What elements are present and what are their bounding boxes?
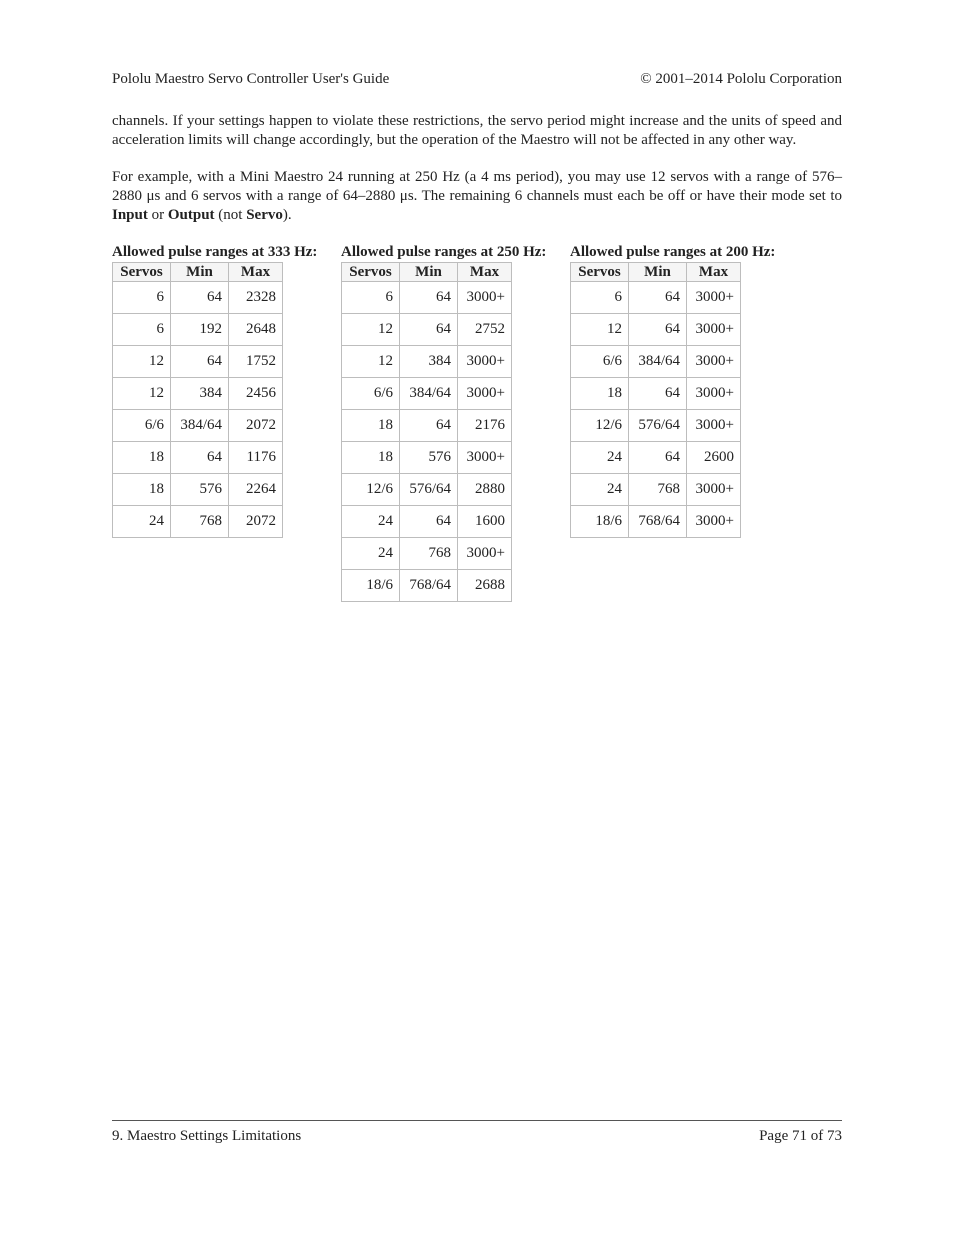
servos-cell: 12/6 [571, 410, 629, 442]
table-row [342, 346, 512, 378]
max-cell: 3000+ [687, 506, 741, 538]
table-row [571, 442, 741, 474]
min-cell: 576 [400, 442, 458, 474]
max-header: Max [687, 263, 741, 282]
table-row [113, 506, 283, 538]
servos-cell: 24 [342, 538, 400, 570]
max-cell: 1600 [458, 506, 512, 538]
min-cell: 384/64 [629, 346, 687, 378]
servos-cell: 6/6 [113, 410, 171, 442]
max-cell: 2648 [229, 314, 283, 346]
output-mode-term: Output [167, 207, 215, 223]
max-cell: 2688 [458, 570, 512, 602]
table-row [571, 378, 741, 410]
min-cell: 64 [629, 442, 687, 474]
table-caption: Allowed pulse ranges at 200 Hz: [570, 244, 776, 260]
max-cell: 3000+ [687, 346, 741, 378]
servos-header: Servos [571, 263, 629, 282]
paragraph-example [112, 168, 842, 225]
min-cell: 64 [400, 282, 458, 314]
max-cell: 2456 [229, 378, 283, 410]
servos-cell: 18 [342, 410, 400, 442]
min-cell: 384/64 [171, 410, 229, 442]
page-number: Page 71 of 73 [759, 1128, 842, 1144]
min-cell: 64 [629, 282, 687, 314]
input-mode-term: Input [112, 207, 148, 223]
max-cell: 3000+ [687, 282, 741, 314]
min-cell: 64 [629, 314, 687, 346]
connector-not: (not [214, 207, 247, 223]
min-cell: 384 [171, 378, 229, 410]
max-header: Max [458, 263, 512, 282]
max-cell: 2600 [687, 442, 741, 474]
servos-cell: 6 [113, 282, 171, 314]
document-title: Pololu Maestro Servo Controller User's Guide [112, 71, 390, 87]
table-row [342, 378, 512, 410]
max-cell: 3000+ [687, 474, 741, 506]
footer-divider [112, 1120, 842, 1121]
table-row [571, 506, 741, 538]
min-cell: 768 [400, 538, 458, 570]
table-header-row [342, 263, 512, 282]
max-cell: 2880 [458, 474, 512, 506]
pulse-range-table [112, 262, 283, 538]
connector-or: or [147, 207, 168, 223]
servos-cell: 12/6 [342, 474, 400, 506]
section-name: 9. Maestro Settings Limitations [112, 1128, 302, 1144]
servos-cell: 18 [113, 474, 171, 506]
servos-cell: 24 [113, 506, 171, 538]
pulse-range-table-block [112, 243, 341, 602]
servos-cell: 6/6 [571, 346, 629, 378]
max-cell: 3000+ [458, 346, 512, 378]
servos-header: Servos [113, 263, 171, 282]
max-cell: 1752 [229, 346, 283, 378]
max-cell: 3000+ [458, 282, 512, 314]
servos-cell: 6 [571, 282, 629, 314]
example-text: For example, with a Mini Maestro 24 running at 250 Hz (a 4 ms period), you may use 12 servos with a range of 576–2880 μs and 6 servos with a range of 64–2880 μs. The remaining 6 channels must each be off or have their mode set to [112, 169, 842, 204]
servos-cell: 24 [571, 442, 629, 474]
min-cell: 576 [171, 474, 229, 506]
table-header-row [571, 263, 741, 282]
max-cell: 2072 [229, 410, 283, 442]
servos-cell: 18 [571, 378, 629, 410]
page-header [112, 70, 842, 88]
pulse-range-table [570, 262, 741, 538]
max-cell: 2176 [458, 410, 512, 442]
table-row [571, 410, 741, 442]
table-row [113, 314, 283, 346]
min-cell: 64 [171, 442, 229, 474]
min-cell: 64 [171, 346, 229, 378]
paragraph-restrictions: channels. If your settings happen to violate these restrictions, the servo period might increase and the units of speed and acceleration limits will change accordingly, but the operation of the Maestro will not be affected in any other way. [112, 113, 842, 148]
table-row [113, 410, 283, 442]
closing-paren: ). [282, 207, 292, 223]
servos-cell: 18 [342, 442, 400, 474]
servos-cell: 6/6 [342, 378, 400, 410]
table-row [571, 346, 741, 378]
min-cell: 768 [629, 474, 687, 506]
min-cell: 768/64 [400, 570, 458, 602]
table-row [342, 570, 512, 602]
min-cell: 192 [171, 314, 229, 346]
max-cell: 2264 [229, 474, 283, 506]
servos-cell: 12 [113, 378, 171, 410]
table-row [342, 314, 512, 346]
table-row [342, 410, 512, 442]
pulse-range-table-block [570, 243, 799, 602]
table-row [342, 506, 512, 538]
min-cell: 64 [629, 378, 687, 410]
servos-cell: 18/6 [571, 506, 629, 538]
servos-cell: 18 [113, 442, 171, 474]
min-cell: 576/64 [400, 474, 458, 506]
servos-cell: 18/6 [342, 570, 400, 602]
table-row [342, 442, 512, 474]
min-cell: 64 [171, 282, 229, 314]
table-row [571, 314, 741, 346]
min-cell: 384 [400, 346, 458, 378]
pulse-range-tables [112, 243, 842, 602]
servos-cell: 6 [113, 314, 171, 346]
min-header: Min [400, 263, 458, 282]
servos-cell: 24 [342, 506, 400, 538]
max-cell: 2328 [229, 282, 283, 314]
min-cell: 64 [400, 410, 458, 442]
table-row [571, 474, 741, 506]
max-cell: 3000+ [458, 442, 512, 474]
page-footer [112, 1127, 842, 1145]
table-caption: Allowed pulse ranges at 250 Hz: [341, 244, 547, 260]
servos-cell: 12 [342, 314, 400, 346]
max-cell: 2752 [458, 314, 512, 346]
servos-cell: 24 [571, 474, 629, 506]
copyright-notice: © 2001–2014 Pololu Corporation [640, 71, 842, 87]
max-cell: 3000+ [687, 314, 741, 346]
table-row [342, 538, 512, 570]
max-cell: 1176 [229, 442, 283, 474]
max-cell: 3000+ [458, 538, 512, 570]
min-cell: 768/64 [629, 506, 687, 538]
max-header: Max [229, 263, 283, 282]
table-row [113, 346, 283, 378]
min-header: Min [171, 263, 229, 282]
min-cell: 64 [400, 506, 458, 538]
servos-cell: 12 [571, 314, 629, 346]
servos-cell: 12 [342, 346, 400, 378]
table-caption: Allowed pulse ranges at 333 Hz: [112, 244, 318, 260]
min-cell: 384/64 [400, 378, 458, 410]
table-row [113, 474, 283, 506]
servos-header: Servos [342, 263, 400, 282]
table-row [113, 378, 283, 410]
servos-cell: 12 [113, 346, 171, 378]
max-cell: 2072 [229, 506, 283, 538]
max-cell: 3000+ [458, 378, 512, 410]
min-cell: 768 [171, 506, 229, 538]
table-row [342, 474, 512, 506]
pulse-range-table [341, 262, 512, 602]
min-cell: 576/64 [629, 410, 687, 442]
min-header: Min [629, 263, 687, 282]
table-row [571, 282, 741, 314]
min-cell: 64 [400, 314, 458, 346]
table-row [342, 282, 512, 314]
pulse-range-table-block [341, 243, 570, 602]
servo-mode-term: Servo [246, 207, 283, 223]
table-header-row [113, 263, 283, 282]
page-content [112, 112, 842, 602]
max-cell: 3000+ [687, 378, 741, 410]
max-cell: 3000+ [687, 410, 741, 442]
servos-cell: 6 [342, 282, 400, 314]
table-row [113, 442, 283, 474]
table-row [113, 282, 283, 314]
